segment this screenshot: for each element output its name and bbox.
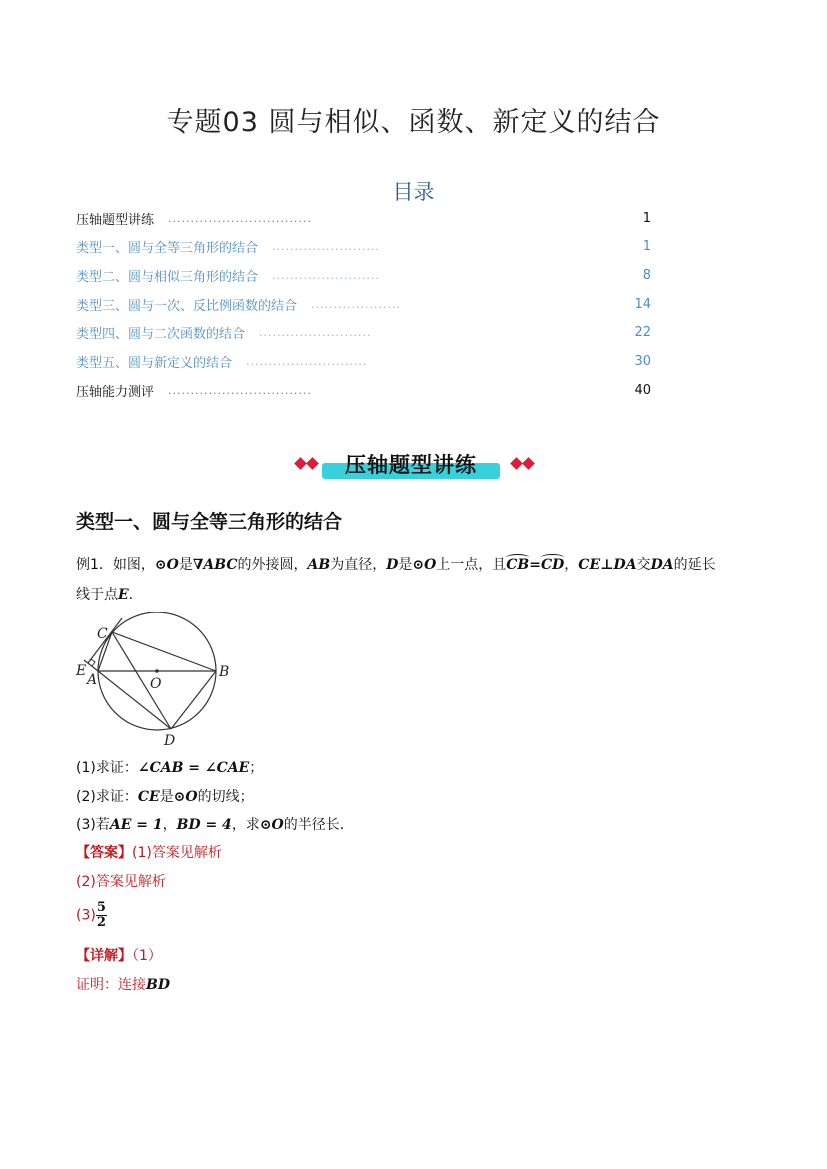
answer-1: 【答案】(1)答案见解析 [76, 845, 222, 861]
toc-item[interactable] [76, 380, 651, 400]
toc-leader-dots: ................................ [168, 211, 312, 225]
toc-item[interactable] [76, 265, 651, 285]
banner-diamond-icon [294, 457, 307, 470]
toc-item-page: 14 [634, 296, 651, 312]
question-2: (2)求证：CE是⊙O的切线； [76, 789, 254, 805]
toc-item[interactable] [76, 236, 651, 256]
segment-cd [112, 632, 171, 729]
toc-item-page: 40 [634, 382, 651, 398]
label-d: D [164, 733, 176, 749]
toc-leader-dots: .................... [311, 297, 401, 311]
toc-item[interactable] [76, 322, 651, 342]
arc-cd: CD [541, 557, 565, 573]
answer-3: (3) $\frac{5}{2}$ [76, 900, 106, 930]
label-o: O [150, 676, 162, 692]
toc-item-label: 类型二、圆与相似三角形的结合 [76, 269, 259, 285]
section-banner [290, 448, 540, 482]
center-point [155, 669, 159, 673]
example-statement-line2: 线于点E． [76, 587, 143, 603]
toc-item[interactable] [76, 208, 651, 228]
toc-item-page: 1 [642, 238, 651, 254]
toc-heading: 目录 [392, 180, 435, 204]
label-a: A [87, 672, 98, 688]
toc-item-page: 30 [634, 353, 651, 369]
toc-item[interactable] [76, 351, 651, 371]
question-1: (1)求证：∠CAB = ∠CAE； [76, 760, 264, 776]
toc-leader-dots: ................................ [168, 383, 312, 397]
right-angle-mark [91, 659, 95, 666]
banner-text: 压轴题型讲练 [345, 453, 477, 477]
banner-diamond-icon [306, 457, 319, 470]
toc-leader-dots: ......................... [259, 325, 372, 339]
label-b: B [219, 664, 230, 680]
label-e: E [76, 663, 87, 679]
toc-item-label: 类型三、圆与一次、反比例函数的结合 [76, 298, 298, 314]
toc-item-label: 类型四、圆与二次函数的结合 [76, 326, 246, 342]
toc-item-label: 类型一、圆与全等三角形的结合 [76, 240, 259, 256]
toc-item-label: 压轴能力测评 [76, 384, 155, 400]
toc-item-page: 22 [634, 324, 651, 340]
toc-leader-dots: ........................... [246, 354, 368, 368]
toc-item[interactable] [76, 294, 651, 314]
toc-item-page: 1 [642, 210, 651, 226]
geometry-figure [70, 612, 240, 752]
detail-header: 【详解】（1） [76, 948, 162, 964]
banner-diamond-icon [522, 457, 535, 470]
proof-line: 证明：连接BD [76, 977, 170, 993]
toc-leader-dots: ........................ [272, 239, 380, 253]
toc-item-page: 8 [642, 267, 651, 283]
question-3: (3)若AE = 1，BD = 4，求⊙O的半径长． [76, 817, 354, 833]
arc-cb: CB [506, 557, 530, 573]
toc-leader-dots: ........................ [272, 268, 380, 282]
example-statement-line1: 例1．如图，⊙O是∇ABC的外接圆，AB为直径，D是⊙O上一点，且CB=CD，CE⊥DA交DA的延长 [76, 557, 716, 573]
page-title: 专题03 圆与相似、函数、新定义的结合 [166, 107, 661, 138]
segment-cb [112, 632, 216, 671]
section-heading: 类型一、圆与全等三角形的结合 [76, 511, 343, 533]
banner-diamond-icon [510, 457, 523, 470]
label-c: C [97, 626, 108, 642]
toc-item-label: 压轴题型讲练 [76, 212, 155, 228]
fraction: $\frac{5}{2}$ [96, 900, 106, 930]
segment-db [171, 671, 216, 729]
answer-2: (2)答案见解析 [76, 874, 166, 890]
toc-item-label: 类型五、圆与新定义的结合 [76, 355, 233, 371]
